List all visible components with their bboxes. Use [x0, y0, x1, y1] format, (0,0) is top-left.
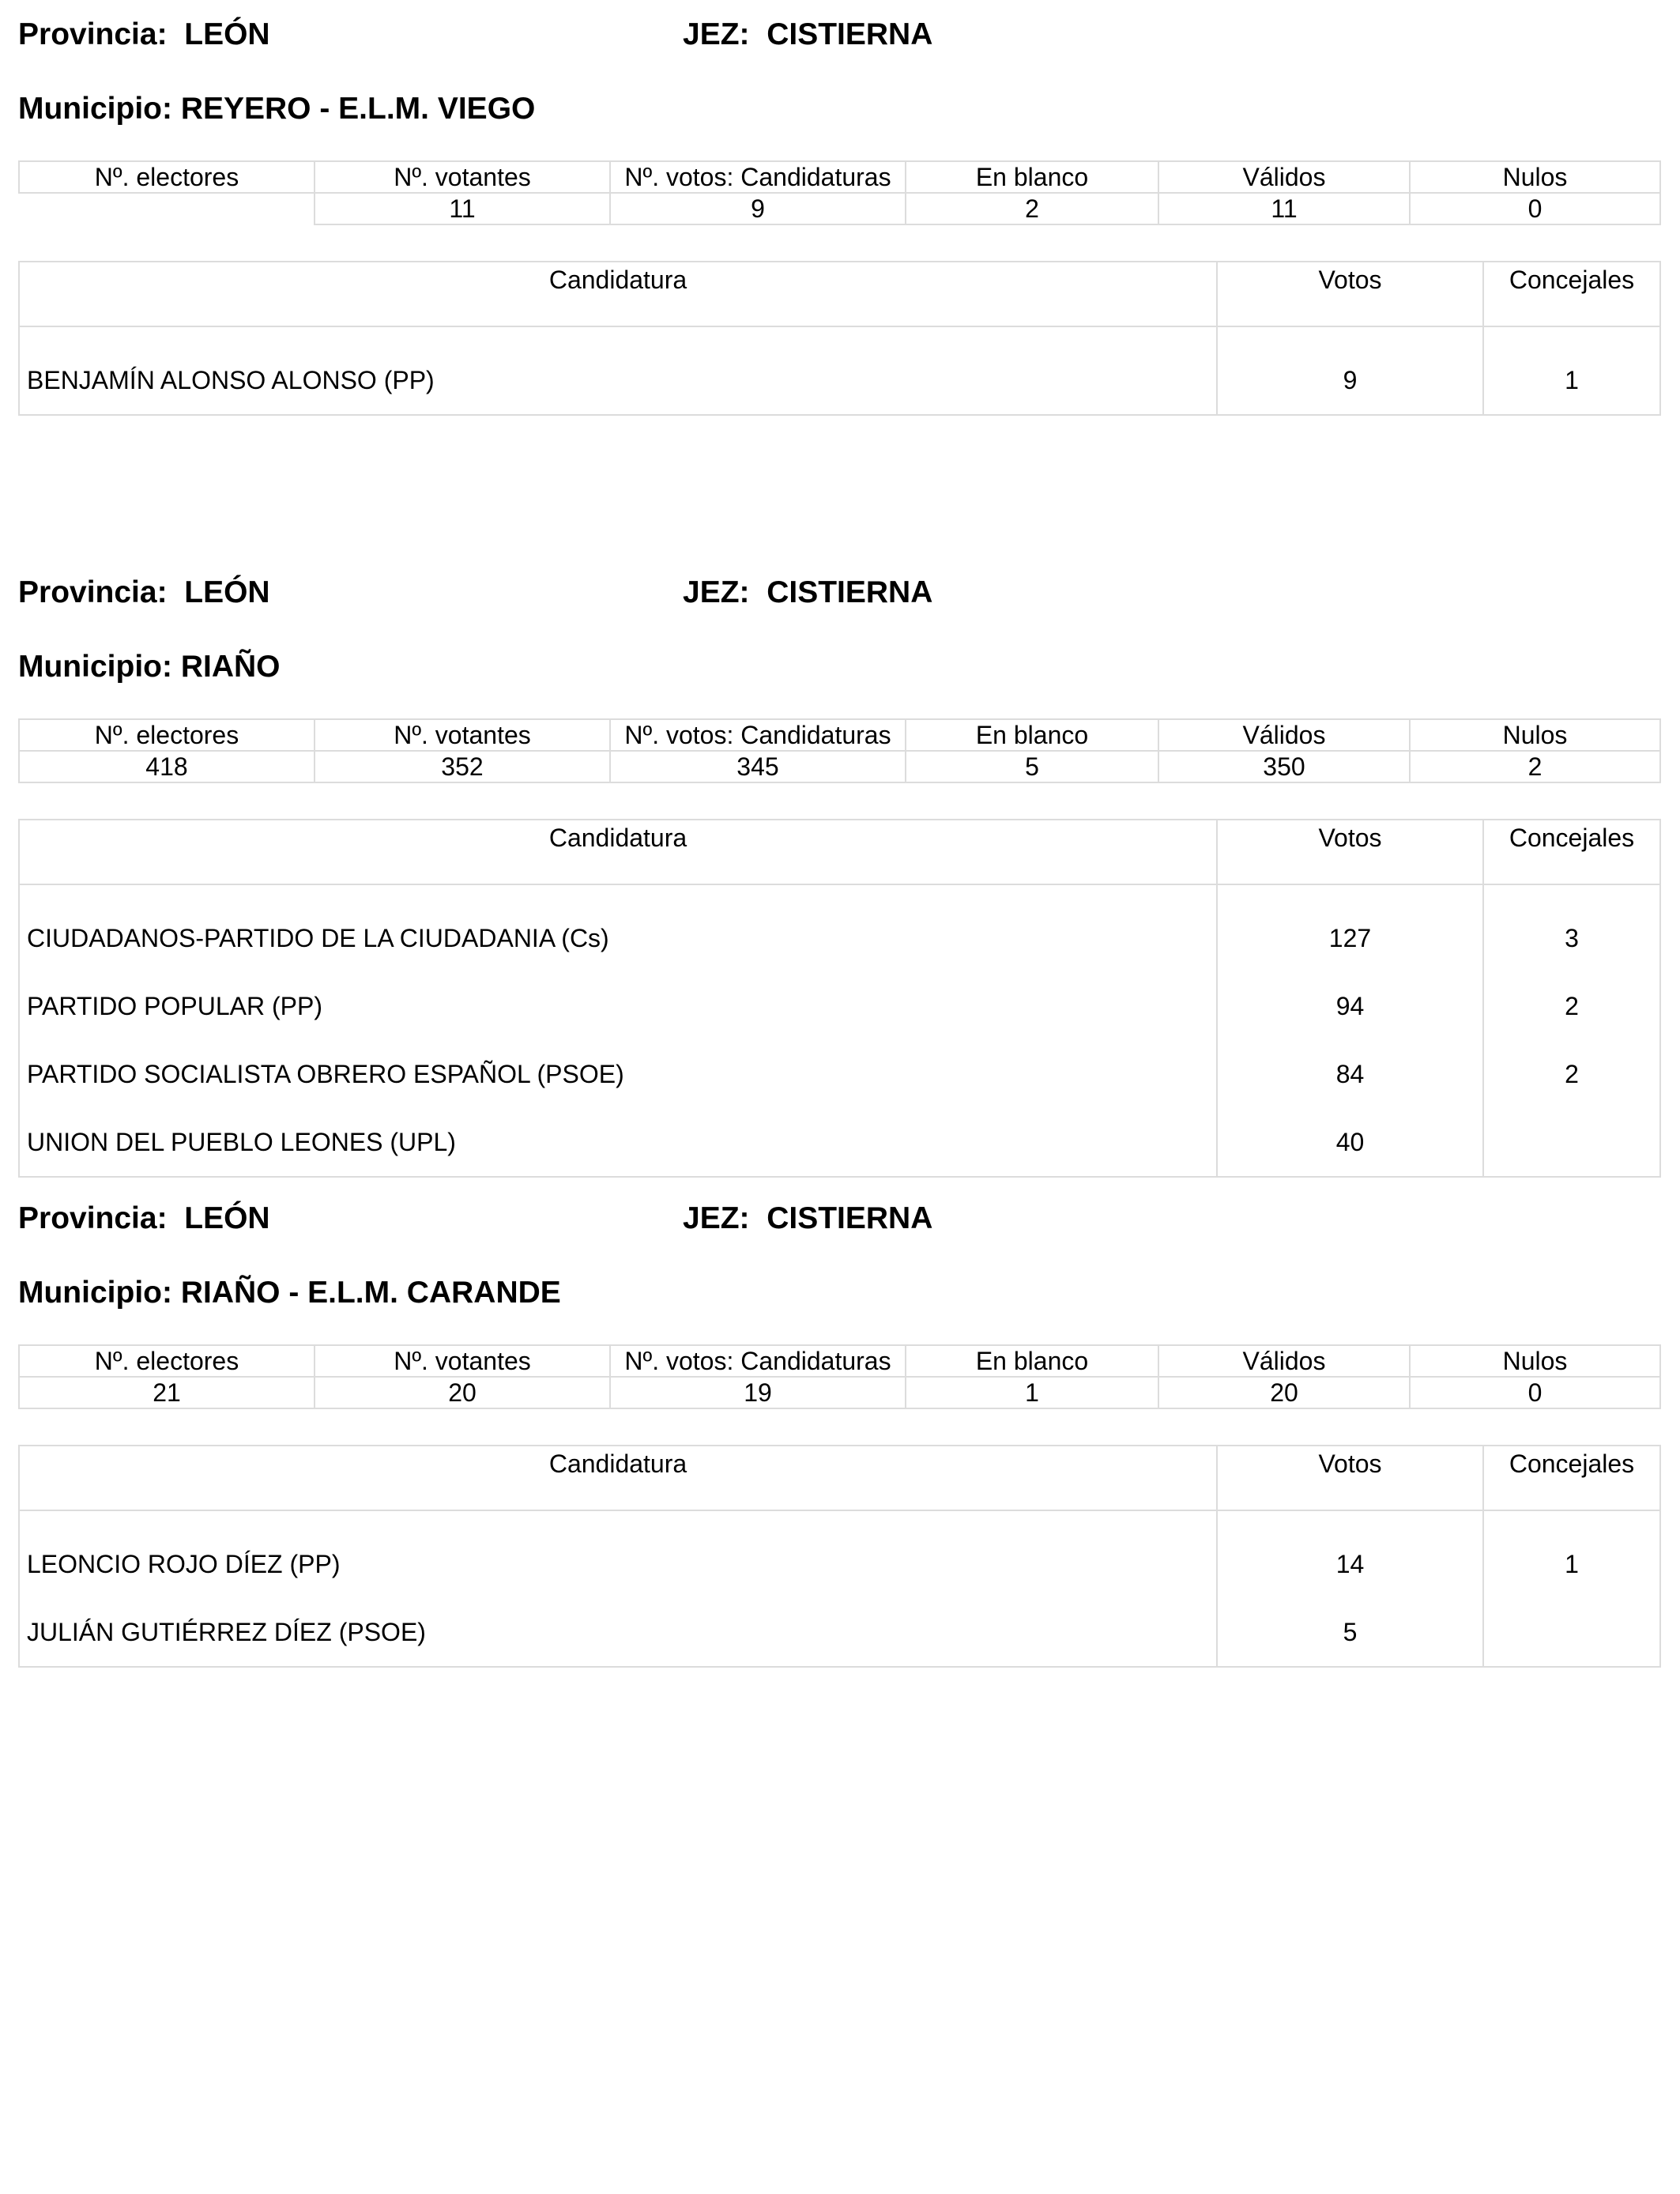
summary-table — [18, 1344, 1661, 1409]
candidature-row — [19, 972, 1660, 1040]
summary-header-cell: Nº. electores — [19, 719, 315, 751]
candidature-votos: 9 — [1217, 326, 1483, 415]
summary-value-cell: 19 — [610, 1377, 906, 1408]
candidature-table — [18, 1445, 1661, 1668]
summary-value-cell: 418 — [19, 751, 315, 782]
candidature-votos: 84 — [1217, 1040, 1483, 1108]
candidature-row — [19, 884, 1660, 972]
jez-label: JEZ: — [683, 1201, 750, 1235]
summary-value-cell: 21 — [19, 1377, 315, 1408]
candidature-header-cell: Votos — [1217, 1446, 1483, 1510]
municipio-value: RIAÑO — [180, 650, 281, 684]
summary-header-cell: Nulos — [1410, 1345, 1660, 1377]
summary-value-row — [19, 1377, 1660, 1408]
municipio-label: Municipio: — [18, 650, 172, 684]
summary-table — [18, 160, 1661, 225]
municipio-line — [18, 648, 280, 686]
summary-value-cell: 1 — [906, 1377, 1158, 1408]
summary-header-cell: Nº. votantes — [315, 1345, 610, 1377]
jez-line — [683, 574, 932, 612]
municipio-value: REYERO - E.L.M. VIEGO — [180, 92, 536, 126]
jez-line — [683, 1200, 932, 1238]
candidature-concejales: 1 — [1483, 326, 1660, 415]
jez-value: CISTIERNA — [767, 1201, 933, 1235]
result-section — [0, 574, 1680, 1156]
candidature-table — [18, 261, 1661, 416]
jez-line — [683, 16, 932, 54]
summary-value-cell: 350 — [1158, 751, 1410, 782]
provincia-line — [18, 16, 270, 54]
summary-header-cell: Nº. votantes — [315, 719, 610, 751]
candidature-table — [18, 819, 1661, 1178]
summary-header-row — [19, 1345, 1660, 1377]
candidature-header-row — [19, 820, 1660, 884]
municipio-line — [18, 90, 535, 128]
summary-value-cell: 20 — [1158, 1377, 1410, 1408]
candidature-row — [19, 1108, 1660, 1177]
summary-value-cell: 352 — [315, 751, 610, 782]
candidature-concejales: 3 — [1483, 884, 1660, 972]
candidature-concejales — [1483, 1108, 1660, 1177]
summary-header-cell: Válidos — [1158, 161, 1410, 193]
jez-label: JEZ: — [683, 575, 750, 609]
candidature-header-cell: Concejales — [1483, 1446, 1660, 1510]
result-section — [0, 16, 1680, 569]
candidature-header-cell: Concejales — [1483, 262, 1660, 326]
candidature-header-row — [19, 1446, 1660, 1510]
candidature-row — [19, 1510, 1660, 1598]
provincia-value: LEÓN — [184, 17, 270, 51]
summary-value-cell: 9 — [610, 193, 906, 224]
summary-value-cell: 11 — [1158, 193, 1410, 224]
summary-value-cell: 0 — [1410, 193, 1660, 224]
candidature-row — [19, 326, 1660, 415]
summary-value-cell: 2 — [1410, 751, 1660, 782]
summary-value-row — [19, 193, 1660, 224]
candidature-header-cell: Candidatura — [19, 1446, 1217, 1510]
provincia-line — [18, 574, 270, 612]
summary-header-cell: En blanco — [906, 719, 1158, 751]
summary-header-row — [19, 719, 1660, 751]
candidature-name: BENJAMÍN ALONSO ALONSO (PP) — [19, 326, 1217, 415]
municipio-line — [18, 1274, 561, 1312]
municipio-label: Municipio: — [18, 92, 172, 126]
summary-header-cell: Nº. votos: Candidaturas — [610, 719, 906, 751]
provincia-label: Provincia: — [18, 575, 168, 609]
summary-header-cell: Nulos — [1410, 161, 1660, 193]
summary-value-row — [19, 751, 1660, 782]
summary-header-cell: Válidos — [1158, 719, 1410, 751]
provincia-value: LEÓN — [184, 1201, 270, 1235]
summary-value-cell: 11 — [315, 193, 610, 224]
summary-header-cell: Nº. electores — [19, 1345, 315, 1377]
summary-header-cell: Válidos — [1158, 1345, 1410, 1377]
summary-value-cell: 5 — [906, 751, 1158, 782]
summary-header-row — [19, 161, 1660, 193]
candidature-name: JULIÁN GUTIÉRREZ DÍEZ (PSOE) — [19, 1598, 1217, 1667]
candidature-concejales: 2 — [1483, 972, 1660, 1040]
candidature-concejales: 2 — [1483, 1040, 1660, 1108]
candidature-row — [19, 1040, 1660, 1108]
candidature-votos: 127 — [1217, 884, 1483, 972]
summary-header-cell: Nº. votos: Candidaturas — [610, 161, 906, 193]
candidature-name: PARTIDO POPULAR (PP) — [19, 972, 1217, 1040]
summary-value-cell: 20 — [315, 1377, 610, 1408]
summary-table — [18, 718, 1661, 783]
summary-header-cell: Nº. electores — [19, 161, 315, 193]
candidature-votos: 40 — [1217, 1108, 1483, 1177]
summary-value-cell — [19, 193, 315, 224]
summary-value-cell: 0 — [1410, 1377, 1660, 1408]
summary-header-cell: En blanco — [906, 1345, 1158, 1377]
candidature-row — [19, 1598, 1660, 1667]
candidature-name: CIUDADANOS-PARTIDO DE LA CIUDADANIA (Cs) — [19, 884, 1217, 972]
candidature-concejales: 1 — [1483, 1510, 1660, 1598]
candidature-header-cell: Candidatura — [19, 262, 1217, 326]
candidature-votos: 5 — [1217, 1598, 1483, 1667]
summary-value-cell: 2 — [906, 193, 1158, 224]
municipio-value: RIAÑO - E.L.M. CARANDE — [180, 1276, 561, 1310]
candidature-concejales — [1483, 1598, 1660, 1667]
result-section — [0, 1200, 1680, 1753]
candidature-header-cell: Votos — [1217, 262, 1483, 326]
provincia-value: LEÓN — [184, 575, 270, 609]
summary-value-cell: 345 — [610, 751, 906, 782]
candidature-header-cell: Votos — [1217, 820, 1483, 884]
summary-header-cell: Nº. votantes — [315, 161, 610, 193]
candidature-votos: 94 — [1217, 972, 1483, 1040]
candidature-name: UNION DEL PUEBLO LEONES (UPL) — [19, 1108, 1217, 1177]
summary-header-cell: En blanco — [906, 161, 1158, 193]
candidature-header-cell: Candidatura — [19, 820, 1217, 884]
provincia-label: Provincia: — [18, 1201, 168, 1235]
candidature-header-cell: Concejales — [1483, 820, 1660, 884]
provincia-line — [18, 1200, 270, 1238]
candidature-name: PARTIDO SOCIALISTA OBRERO ESPAÑOL (PSOE) — [19, 1040, 1217, 1108]
candidature-name: LEONCIO ROJO DÍEZ (PP) — [19, 1510, 1217, 1598]
provincia-label: Provincia: — [18, 17, 168, 51]
candidature-header-row — [19, 262, 1660, 326]
jez-label: JEZ: — [683, 17, 750, 51]
candidature-votos: 14 — [1217, 1510, 1483, 1598]
municipio-label: Municipio: — [18, 1276, 172, 1310]
summary-header-cell: Nº. votos: Candidaturas — [610, 1345, 906, 1377]
jez-value: CISTIERNA — [767, 17, 933, 51]
summary-header-cell: Nulos — [1410, 719, 1660, 751]
jez-value: CISTIERNA — [767, 575, 933, 609]
